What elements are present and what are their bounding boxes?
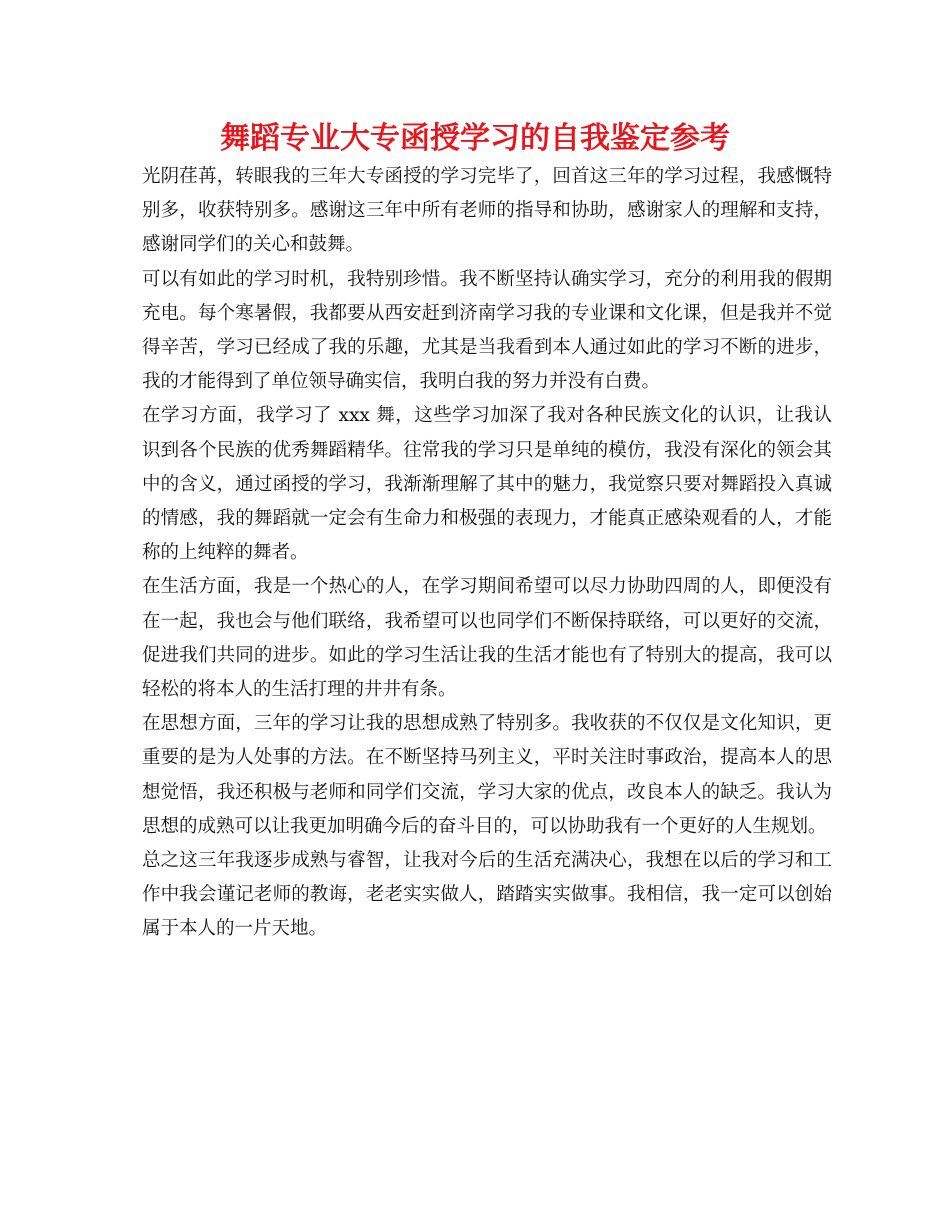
paragraph-life: 在生活方面，我是一个热心的人，在学习期间希望可以尽力协助四周的人，即便没有在一起，我也会与他们联络，我希望可以也同学们不断保持联络，可以更好的交流，促进我们共同的进步。如此的学习生活让我的生活才能也有了特别大的提高，我可以轻松的将本人的生活打理的井井有条。 — [142, 576, 832, 701]
paragraph-study: 在学习方面，我学习了 xxx 舞，这些学习加深了我对各种民族文化的认识，让我认识到各个民族的优秀舞蹈精华。往常我的学习只是单纯的模仿，我没有深化的领会其中的含义，通过函授的学习，我渐渐理解了其中的魅力，我觉察只要对舞蹈投入真诚的情感，我的舞蹈就一定会有生命力和极强的表现力，才能真正感染观看的人，才能称的上纯粹的舞者。 — [142, 405, 832, 564]
document-body — [142, 160, 832, 947]
paragraph-conclusion: 总之这三年我逐步成熟与睿智，让我对今后的生活充满决心，我想在以后的学习和工作中我会谨记老师的教诲，老老实实做人，踏踏实实做事。我相信，我一定可以创始属于本人的一片天地。 — [142, 850, 832, 940]
paragraph-intro: 光阴荏苒，转眼我的三年大专函授的学习完毕了，回首这三年的学习过程，我感慨特别多，收获特别多。感谢这三年中所有老师的指导和协助，感谢家人的理解和支持，感谢同学们的关心和鼓舞。 — [142, 166, 832, 256]
paragraph-opportunity: 可以有如此的学习时机，我特别珍惜。我不断坚持认确实学习，充分的利用我的假期充电。每个寒暑假，我都要从西安赶到济南学习我的专业课和文化课，但是我并不觉得辛苦，学习已经成了我的乐趣，尤其是当我看到本人通过如此的学习不断的进步，我的才能得到了单位领导确实信，我明白我的努力并没有白费。 — [142, 268, 832, 393]
document-title: 舞蹈专业大专函授学习的自我鉴定参考 — [220, 121, 730, 156]
paragraph-thought: 在思想方面，三年的学习让我的思想成熟了特别多。我收获的不仅仅是文化知识，更重要的是为人处事的方法。在不断坚持马列主义，平时关注时事政治，提高本人的思想觉悟，我还积极与老师和同学们交流，学习大家的优点，改良本人的缺乏。我认为思想的成熟可以让我更加明确今后的奋斗目的，可以协助我有一个更好的人生规划。 — [142, 713, 832, 837]
